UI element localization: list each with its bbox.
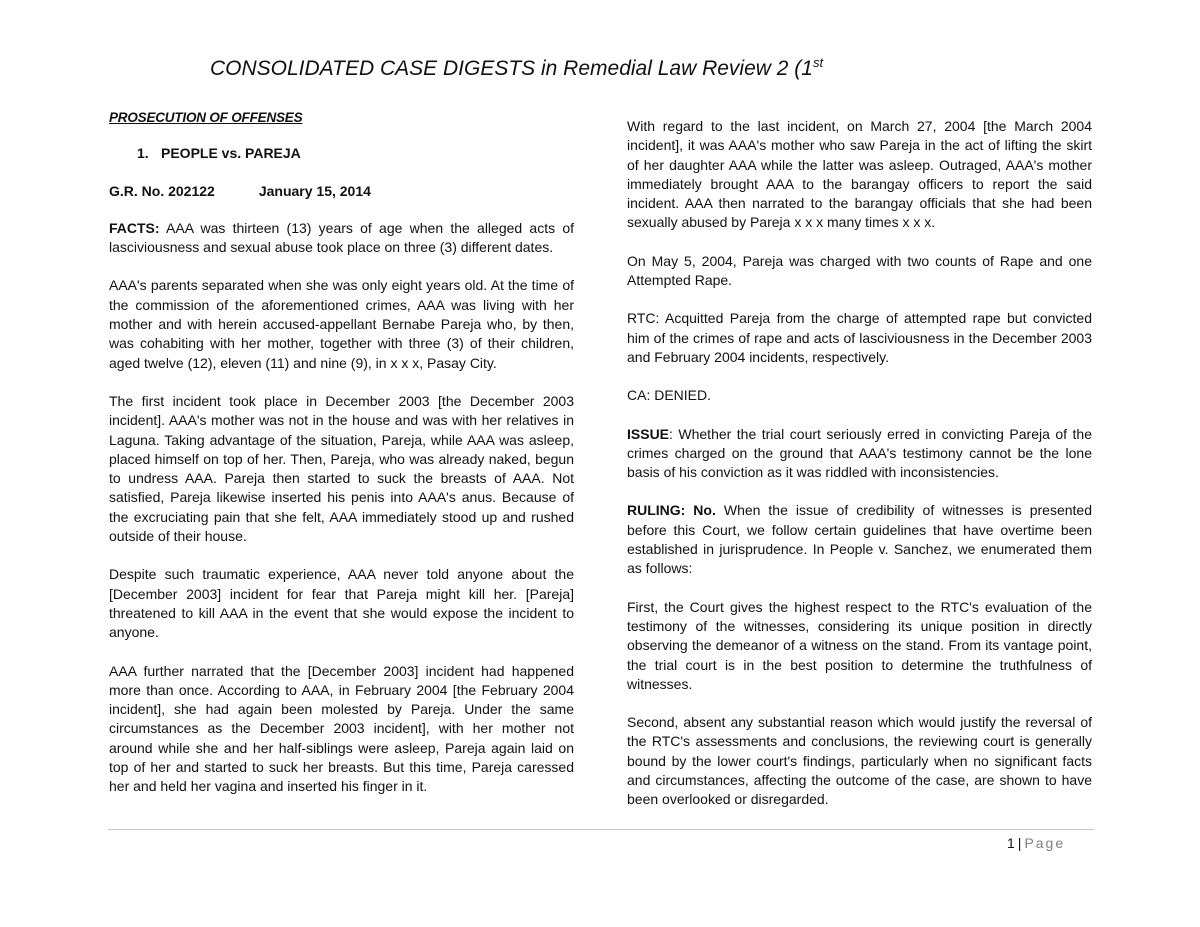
issue-paragraph bbox=[627, 425, 1092, 483]
case-number: 1. bbox=[137, 145, 149, 162]
decision-date: January 15, 2014 bbox=[258, 182, 371, 199]
document-title-superscript: st bbox=[812, 55, 824, 70]
section-heading: PROSECUTION OF OFFENSES bbox=[109, 110, 303, 125]
page-label: Page bbox=[1024, 835, 1066, 851]
left-column bbox=[109, 108, 574, 816]
right-paragraph-4: CA: DENIED. bbox=[627, 387, 712, 404]
document-title-text: CONSOLIDATED CASE DIGESTS in Remedial Law Review 2 (1 bbox=[210, 57, 813, 80]
left-paragraph-1: AAA's parents separated when she was only eight years old. At the time of the commission of the aforementioned crimes, AAA was living with her mother and with herein accused-appellant Bernabe Pareja who, by then, was cohabiting with her mother, together with three (3) of their children, aged twelve (12), eleven (11) and nine (9), in x x x, Pasay City. bbox=[109, 277, 574, 371]
case-title bbox=[137, 144, 574, 163]
facts-label: FACTS: bbox=[109, 219, 160, 236]
gr-number: G.R. No. 202122 bbox=[109, 182, 215, 199]
case-title-text: PEOPLE vs. PAREJA bbox=[161, 145, 301, 162]
right-paragraph-after-1: First, the Court gives the highest respect to the RTC's evaluation of the testimony of the witnesses, considering its unique position in directly observing the demeanor of a witness on the stand. From its vantage point, the trial court is in the best position to determine the truthfulness of witnesses. bbox=[627, 598, 1092, 692]
ruling-paragraph bbox=[627, 501, 1092, 578]
page-number bbox=[1007, 835, 1065, 851]
right-paragraph-2: On May 5, 2004, Pareja was charged with two counts of Rape and one Attempted Rape. bbox=[627, 252, 1092, 289]
right-paragraph-3: RTC: Acquitted Pareja from the charge of attempted rape but convicted him of the crimes of rape and acts of lasciviousness in the December 2003 and February 2004 incidents, respectively. bbox=[627, 310, 1092, 365]
left-paragraph-2: The first incident took place in December 2003 [the December 2003 incident]. AAA's mother was not in the house and was with her relatives in Laguna. Taking advantage of the situation, Pareja, while AAA was asleep, placed himself on top of her. Then, Pareja, who was already naked, begun to undress AAA. Pareja then started to suck the breasts of AAA. Not satisfied, Pareja likewise inserted his penis into AAA's anus. Because of the excruciating pain that she felt, AAA immediately stood up and rushed outside of their house. bbox=[109, 392, 574, 545]
gr-number-line bbox=[109, 182, 574, 201]
facts-text: AAA was thirteen (13) years of age when the alleged acts of lasciviousness and sexual abuse took place on three (3) different dates. bbox=[109, 219, 574, 256]
issue-text: : Whether the trial court seriously erred in convicting Pareja of the crimes charged on the ground that AAA's testimony cannot be the lone basis of his conviction as it was riddled with inconsistencies. bbox=[627, 425, 1092, 481]
footer-divider bbox=[108, 829, 1094, 830]
page-number-value: 1 bbox=[1007, 835, 1015, 851]
right-paragraph-after-2: Second, absent any substantial reason which would justify the reversal of the RTC's assessments and conclusions, the reviewing court is generally bound by the lower court's findings, particularly when no significant facts and circumstances, affecting the outcome of the case, are shown to have been overlooked or disregarded. bbox=[627, 714, 1092, 808]
right-paragraph-1: With regard to the last incident, on March 27, 2004 [the March 2004 incident], it was AAA's mother who saw Pareja in the act of lifting the skirt of her daughter AAA while the latter was asleep. Outraged, AAA's mother immediately brought AAA to the barangay officers to report the said incident. AAA then narrated to the barangay officials that she had been sexually abused by Pareja x x x many times x x x. bbox=[627, 118, 1092, 231]
document-title bbox=[210, 55, 823, 81]
issue-label: ISSUE bbox=[627, 425, 670, 442]
ruling-label: RULING: No. bbox=[627, 502, 716, 519]
page-number-separator: | bbox=[1017, 835, 1022, 851]
facts-paragraph bbox=[109, 219, 574, 258]
left-paragraph-4: AAA further narrated that the [December 2003] incident had happened more than once. According to AAA, in February 2004 [the February 2004 incident], she had again been molested by Pareja. Under the same circumstances as the December 2003 incident], with her mother not around while she and her half-siblings were asleep, Pareja again laid on top of her and started to suck her breasts. But this time, Pareja caressed her and held her vagina and inserted his finger in it. bbox=[109, 662, 574, 795]
ruling-text: When the issue of credibility of witnesses is presented before this Court, we follow certain guidelines that have overtime been established in jurisprudence. In People v. Sanchez, we enumerated them as follows: bbox=[627, 502, 1093, 577]
left-paragraph-3: Despite such traumatic experience, AAA never told anyone about the [December 2003] incident for fear that Pareja might kill her. [Pareja] threatened to kill AAA in the event that she would expose the incident to anyone. bbox=[109, 566, 574, 641]
right-column bbox=[627, 117, 1092, 829]
